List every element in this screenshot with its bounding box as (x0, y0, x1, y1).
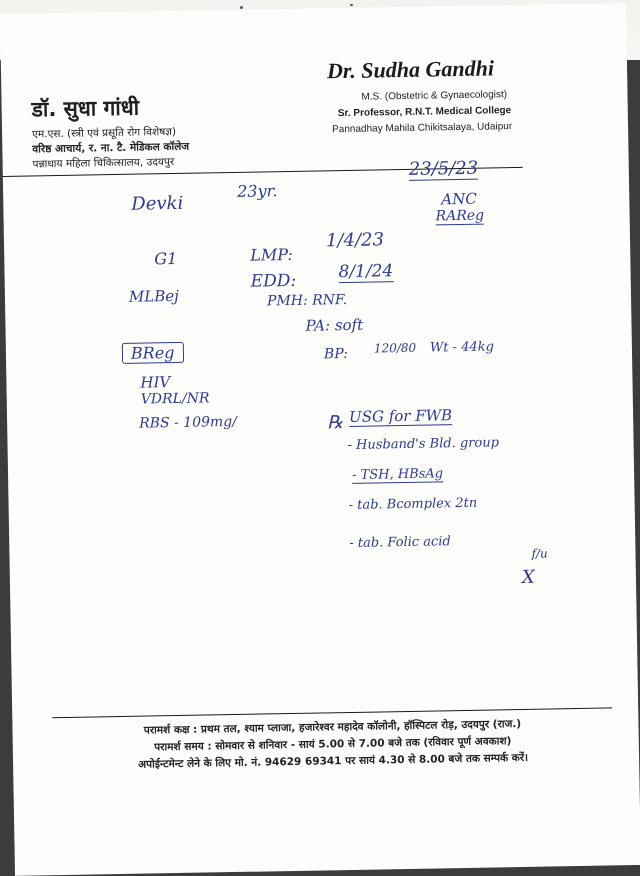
advice-5: - tab. Folic acid (349, 534, 451, 551)
footer-appointment: अपोईन्टमेन्ट लेने के लिए मो. नं. 94629 69341 पर सायं 4.30 से 8.00 बजे तक सम्पर्क करें। (137, 751, 529, 771)
rbs-test: RBS - 109mg/ (139, 413, 238, 432)
vdrl-test: VDRL/NR (140, 390, 210, 408)
dust-speck (240, 6, 243, 9)
doctor-name-english: Dr. Sudha Gandhi (326, 55, 495, 84)
advice-3: - TSH, HBsAg (351, 466, 444, 483)
doctor-name-hindi: डॉ. सुधा गांधी (31, 95, 140, 122)
edd-label: EDD: (250, 270, 297, 292)
past-medical-history: PMH: RNF. (266, 291, 348, 310)
history: MLBej (128, 286, 179, 306)
bp-value: 120/80 (373, 340, 417, 356)
visit-note: RAReg (435, 207, 485, 225)
footer-timing: परामर्श समय : सोमवार से शनिवार - सायं 5.00 से 7.00 बजे तक (रविवार पूर्ण अवकाश) (154, 735, 512, 754)
designation-hindi: वरिष्ठ आचार्य, र. ना. टै. मेडिकल कॉलेज (32, 140, 190, 156)
signature: X (521, 566, 535, 588)
advice-2: - Husband's Bld. group (347, 435, 500, 453)
footer-address: परामर्श कक्ष : प्रथम तल, श्याम प्लाजा, हजारेश्वर महादेव कॉलोनी, हॉस्पिटल रोड़, उदयपुर (राज.) (143, 718, 522, 737)
weight: Wt - 44kg (429, 339, 495, 356)
followup-note: f/u (531, 546, 548, 561)
hospital-hindi: पन्नाधाय महिला चिकित्सालय, उदयपुर (32, 155, 175, 171)
advice-4: - tab. Bcomplex 2tn (348, 495, 478, 513)
patient-name: Devki (131, 192, 184, 215)
registration: BReg (122, 343, 184, 363)
visit-date: 23/5/23 (408, 157, 479, 180)
qualification-hindi: एम.एस. (स्त्री एवं प्रसूति रोग विशेषज्ञ) (32, 125, 177, 141)
hospital-english: Pannadhay Mahila Chikitsalaya, Udaipur (331, 121, 513, 136)
bp-label: BP: (323, 345, 349, 363)
patient-age: 23yr. (236, 181, 278, 201)
per-abdomen: PA: soft (305, 315, 364, 335)
gravida: G1 (154, 248, 178, 269)
prescription-sheet (0, 3, 640, 876)
visit-type: ANC (441, 189, 477, 209)
designation-english: Sr. Professor, R.N.T. Medical College (337, 105, 512, 120)
advice-1: USG for FWB (348, 406, 453, 426)
edd-value: 8/1/24 (338, 261, 394, 283)
lmp-value: 1/4/23 (325, 229, 385, 252)
dust-speck (350, 4, 353, 6)
qualification-english: M.S. (Obstetric & Gynaecologist) (361, 89, 508, 103)
hiv-test: HIV (140, 373, 171, 392)
lmp-label: LMP: (250, 244, 294, 265)
rx-symbol: ℞ (327, 412, 344, 434)
